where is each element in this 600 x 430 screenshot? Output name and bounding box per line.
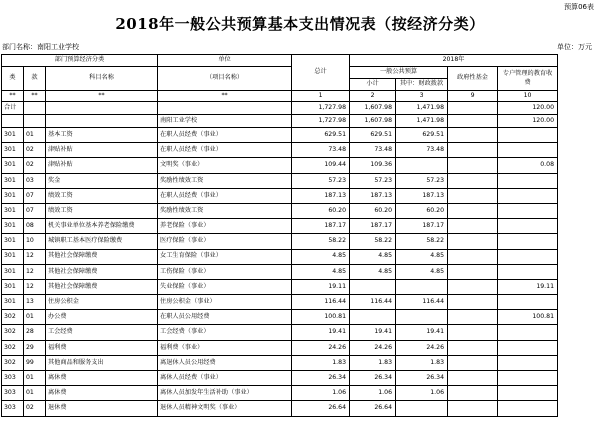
gov-fund-cell — [448, 264, 498, 279]
edu-fee-cell — [498, 128, 558, 143]
kuan-cell: 12 — [24, 279, 46, 294]
unit-cell: 养老保险（事业） — [158, 219, 292, 234]
budget-table — [1, 54, 558, 417]
subject-cell: 离休费 — [46, 371, 158, 386]
lei-cell: 302 — [2, 310, 24, 325]
subtotal-cell: 187.17 — [350, 219, 396, 234]
table-row — [2, 102, 558, 115]
total-cell: 73.48 — [292, 143, 350, 158]
unit-cell: 医疗保险（事业） — [158, 234, 292, 249]
lei-cell: 302 — [2, 325, 24, 340]
subject-cell: 其他商品和服务支出 — [46, 355, 158, 370]
lei-cell — [2, 115, 24, 128]
financial-cell: 4.85 — [396, 249, 448, 264]
lei-cell: 301 — [2, 234, 24, 249]
financial-cell — [396, 310, 448, 325]
kuan-cell: 99 — [24, 355, 46, 370]
subject-cell: 其他社会保障缴费 — [46, 249, 158, 264]
table-row — [2, 386, 558, 401]
subject-cell: 绩效工资 — [46, 188, 158, 203]
gov-fund-cell — [448, 295, 498, 310]
financial-cell: 116.44 — [396, 295, 448, 310]
table-row — [2, 219, 558, 234]
gov-fund-cell — [448, 188, 498, 203]
kuan-cell: 28 — [24, 325, 46, 340]
lei-cell: 301 — [2, 219, 24, 234]
financial-cell: 629.51 — [396, 128, 448, 143]
subtotal-cell: 57.23 — [350, 173, 396, 188]
gov-fund-cell — [448, 102, 498, 115]
total-cell: 109.44 — [292, 158, 350, 173]
edu-fee-cell — [498, 188, 558, 203]
total-cell: 629.51 — [292, 128, 350, 143]
gov-fund-cell — [448, 279, 498, 294]
edu-fee-cell — [498, 219, 558, 234]
kuan-cell — [24, 115, 46, 128]
table-code: 预算06表 — [564, 3, 594, 11]
table-header — [2, 55, 558, 102]
subtotal-cell: 4.85 — [350, 264, 396, 279]
table-row — [2, 249, 558, 264]
subtotal-cell: 26.64 — [350, 401, 396, 416]
kuan-cell: 01 — [24, 386, 46, 401]
table-row — [2, 115, 558, 128]
lei-cell: 302 — [2, 355, 24, 370]
subtotal-cell: 109.36 — [350, 158, 396, 173]
subject-cell — [46, 102, 158, 115]
table-body — [2, 102, 558, 417]
financial-cell: 187.17 — [396, 219, 448, 234]
col-marker: ** — [24, 91, 46, 102]
subtotal-cell: 26.34 — [350, 371, 396, 386]
total-cell: 24.26 — [292, 340, 350, 355]
unit-cell: 失业保险（事业） — [158, 279, 292, 294]
unit-header: 单位 — [158, 55, 292, 67]
subject-cell: 津贴补贴 — [46, 158, 158, 173]
table-row — [2, 371, 558, 386]
financial-cell: 19.41 — [396, 325, 448, 340]
gov-fund-cell — [448, 371, 498, 386]
edu-fee-cell: 120.00 — [498, 115, 558, 128]
unit-cell: 住房公积金（事业） — [158, 295, 292, 310]
subtotal-cell: 187.13 — [350, 188, 396, 203]
edu-fee-cell — [498, 371, 558, 386]
gov-fund-cell — [448, 401, 498, 416]
subtotal-cell: 1,607.98 — [350, 102, 396, 115]
col-number: 1 — [292, 91, 350, 102]
kuan-cell: 02 — [24, 158, 46, 173]
gov-fund-cell — [448, 234, 498, 249]
total-cell: 57.23 — [292, 173, 350, 188]
table-row — [2, 158, 558, 173]
page-title: 2018年一般公共预算基本支出情况表（按经济分类） — [115, 15, 485, 33]
subject-header: 科目名称 — [46, 67, 158, 91]
financial-cell: 1,471.98 — [396, 115, 448, 128]
kuan-cell: 01 — [24, 371, 46, 386]
kuan-cell: 12 — [24, 249, 46, 264]
gen-budget-header: 一般公共预算 — [350, 67, 448, 79]
subtotal-cell: 1.83 — [350, 355, 396, 370]
subject-cell: 基本工资 — [46, 128, 158, 143]
total-cell: 116.44 — [292, 295, 350, 310]
total-cell: 19.11 — [292, 279, 350, 294]
kuan-cell: 03 — [24, 173, 46, 188]
unit-cell: 奖励性绩效工资 — [158, 203, 292, 218]
kuan-cell: 07 — [24, 203, 46, 218]
subject-cell: 奖金 — [46, 173, 158, 188]
subtotal-cell: 73.48 — [350, 143, 396, 158]
gov-fund-cell — [448, 325, 498, 340]
edu-fee-cell — [498, 401, 558, 416]
subject-cell — [46, 115, 158, 128]
financial-cell: 1.83 — [396, 355, 448, 370]
department-label: 部门名称：南阳工业学校 — [2, 43, 79, 51]
gov-fund-cell — [448, 386, 498, 401]
col-number: 3 — [396, 91, 448, 102]
lei-cell: 301 — [2, 203, 24, 218]
total-cell: 1.83 — [292, 355, 350, 370]
year-header: 2018年 — [350, 55, 558, 67]
subject-cell: 津贴补贴 — [46, 143, 158, 158]
total-cell: 187.13 — [292, 188, 350, 203]
gov-fund-cell — [448, 203, 498, 218]
col-marker: ** — [46, 91, 158, 102]
financial-cell: 58.22 — [396, 234, 448, 249]
table-row — [2, 128, 558, 143]
gov-fund-header: 政府性基金 — [448, 67, 498, 91]
gov-fund-cell — [448, 340, 498, 355]
unit-cell: 离退休人员公用经费 — [158, 355, 292, 370]
financial-cell: 26.34 — [396, 371, 448, 386]
financial-cell: 1,471.98 — [396, 102, 448, 115]
subject-cell: 住房公积金 — [46, 295, 158, 310]
total-cell: 4.85 — [292, 249, 350, 264]
gov-fund-cell — [448, 158, 498, 173]
col-number: 9 — [448, 91, 498, 102]
financial-cell: 73.48 — [396, 143, 448, 158]
gov-fund-cell — [448, 219, 498, 234]
lei-cell: 301 — [2, 188, 24, 203]
lei-cell: 301 — [2, 279, 24, 294]
kuan-cell: 29 — [24, 340, 46, 355]
financial-cell: 187.13 — [396, 188, 448, 203]
kuan-cell: 08 — [24, 219, 46, 234]
kuan-cell: 02 — [24, 143, 46, 158]
lei-cell: 303 — [2, 386, 24, 401]
total-cell: 58.22 — [292, 234, 350, 249]
edu-fee-cell — [498, 325, 558, 340]
unit-cell: 在职人员经费（事业） — [158, 188, 292, 203]
subject-cell: 办公费 — [46, 310, 158, 325]
lei-cell: 301 — [2, 128, 24, 143]
col-number: 2 — [350, 91, 396, 102]
table-row — [2, 355, 558, 370]
kuan-cell: 02 — [24, 401, 46, 416]
gov-fund-cell — [448, 355, 498, 370]
kuan-cell: 13 — [24, 295, 46, 310]
unit-cell: 退休人员精神文明奖（事业） — [158, 401, 292, 416]
project-header: （项目名称） — [158, 67, 292, 91]
edu-fee-cell — [498, 264, 558, 279]
unit-cell: 在职人员公用经费 — [158, 310, 292, 325]
unit-cell — [158, 102, 292, 115]
lei-cell: 301 — [2, 173, 24, 188]
col-marker: ** — [2, 91, 24, 102]
edu-fee-cell: 19.11 — [498, 279, 558, 294]
subject-cell: 工会经费 — [46, 325, 158, 340]
financial-cell: 4.85 — [396, 264, 448, 279]
subject-cell: 其他社会保障缴费 — [46, 279, 158, 294]
table-row — [2, 401, 558, 416]
gov-fund-cell — [448, 143, 498, 158]
table-row — [2, 188, 558, 203]
lei-cell: 303 — [2, 371, 24, 386]
subject-cell: 机关事业单位基本养老保险缴费 — [46, 219, 158, 234]
edu-fee-cell — [498, 340, 558, 355]
subject-cell: 城镇职工基本医疗保险缴费 — [46, 234, 158, 249]
gov-fund-cell — [448, 310, 498, 325]
financial-cell — [396, 401, 448, 416]
subtotal-header: 小计 — [350, 79, 396, 91]
total-cell: 26.34 — [292, 371, 350, 386]
kuan-cell — [24, 102, 46, 115]
edu-fee-cell: 120.00 — [498, 102, 558, 115]
table-row — [2, 295, 558, 310]
lei-cell: 301 — [2, 158, 24, 173]
gov-fund-cell — [448, 128, 498, 143]
unit-cell: 文明奖（事业） — [158, 158, 292, 173]
financial-cell: 1.06 — [396, 386, 448, 401]
unit-cell: 奖励性绩效工资 — [158, 173, 292, 188]
lei-cell: 301 — [2, 295, 24, 310]
edu-fee-cell — [498, 143, 558, 158]
unit-cell: 在职人员经费（事业） — [158, 128, 292, 143]
econ-class-header: 部门预算经济分类 — [2, 55, 158, 67]
col-number: 10 — [498, 91, 558, 102]
table-row — [2, 143, 558, 158]
table-row — [2, 264, 558, 279]
unit-cell: 南阳工业学校 — [158, 115, 292, 128]
lei-cell: 302 — [2, 340, 24, 355]
lei-cell: 303 — [2, 401, 24, 416]
table-row — [2, 325, 558, 340]
subtotal-cell: 1.06 — [350, 386, 396, 401]
subtotal-cell: 60.20 — [350, 203, 396, 218]
lei-header: 类 — [2, 67, 24, 91]
lei-cell: 合计 — [2, 102, 24, 115]
subject-cell: 离休费 — [46, 386, 158, 401]
table-row — [2, 279, 558, 294]
unit-cell: 福利费（事业） — [158, 340, 292, 355]
total-cell: 1,727.98 — [292, 115, 350, 128]
financial-cell: 24.26 — [396, 340, 448, 355]
financial-cell: 57.23 — [396, 173, 448, 188]
lei-cell: 301 — [2, 143, 24, 158]
subtotal-cell: 116.44 — [350, 295, 396, 310]
kuan-cell: 12 — [24, 264, 46, 279]
gov-fund-cell — [448, 173, 498, 188]
unit-cell: 离休人员经费（事业） — [158, 371, 292, 386]
total-cell: 100.81 — [292, 310, 350, 325]
unit-cell: 工会经费（事业） — [158, 325, 292, 340]
lei-cell: 301 — [2, 264, 24, 279]
gov-fund-cell — [448, 249, 498, 264]
edu-fee-cell — [498, 203, 558, 218]
edu-fee-cell — [498, 234, 558, 249]
table-row — [2, 234, 558, 249]
financial-cell — [396, 279, 448, 294]
table-row — [2, 340, 558, 355]
subtotal-cell: 19.41 — [350, 325, 396, 340]
kuan-cell: 10 — [24, 234, 46, 249]
total-cell: 19.41 — [292, 325, 350, 340]
financial-cell — [396, 158, 448, 173]
unit-cell: 在职人员经费（事业） — [158, 143, 292, 158]
table-row — [2, 173, 558, 188]
edu-fee-cell — [498, 295, 558, 310]
subtotal-cell: 58.22 — [350, 234, 396, 249]
subject-cell: 绩效工资 — [46, 203, 158, 218]
subject-cell: 其他社会保障缴费 — [46, 264, 158, 279]
unit-label: 单位：万元 — [557, 43, 592, 51]
financial-cell: 60.20 — [396, 203, 448, 218]
unit-cell: 离休人员加发年生活补助（事业） — [158, 386, 292, 401]
of-which-header: 其中：财政拨款 — [396, 79, 448, 91]
col-marker: ** — [158, 91, 292, 102]
edu-fee-cell — [498, 173, 558, 188]
edu-fee-cell: 0.08 — [498, 158, 558, 173]
unit-cell: 女工生育保险（事业） — [158, 249, 292, 264]
kuan-cell: 01 — [24, 310, 46, 325]
kuan-cell: 01 — [24, 128, 46, 143]
total-cell: 1,727.98 — [292, 102, 350, 115]
edu-fee-cell — [498, 249, 558, 264]
subtotal-cell — [350, 279, 396, 294]
total-cell: 60.20 — [292, 203, 350, 218]
kuan-header: 款 — [24, 67, 46, 91]
total-cell: 4.85 — [292, 264, 350, 279]
subtotal-cell: 1,607.98 — [350, 115, 396, 128]
subtotal-cell — [350, 310, 396, 325]
subtotal-cell: 629.51 — [350, 128, 396, 143]
total-cell: 1.06 — [292, 386, 350, 401]
subject-cell: 退休费 — [46, 401, 158, 416]
edu-fee-header: 专户管理的教育收费 — [498, 67, 558, 91]
total-cell: 187.17 — [292, 219, 350, 234]
total-cell: 26.64 — [292, 401, 350, 416]
table-row — [2, 203, 558, 218]
unit-cell: 工伤保险（事业） — [158, 264, 292, 279]
subject-cell: 福利费 — [46, 340, 158, 355]
edu-fee-cell — [498, 355, 558, 370]
gov-fund-cell — [448, 115, 498, 128]
kuan-cell: 07 — [24, 188, 46, 203]
subtotal-cell: 24.26 — [350, 340, 396, 355]
total-header: 总计 — [292, 55, 350, 91]
table-row — [2, 310, 558, 325]
subtotal-cell: 4.85 — [350, 249, 396, 264]
lei-cell: 301 — [2, 249, 24, 264]
edu-fee-cell — [498, 386, 558, 401]
edu-fee-cell: 100.81 — [498, 310, 558, 325]
